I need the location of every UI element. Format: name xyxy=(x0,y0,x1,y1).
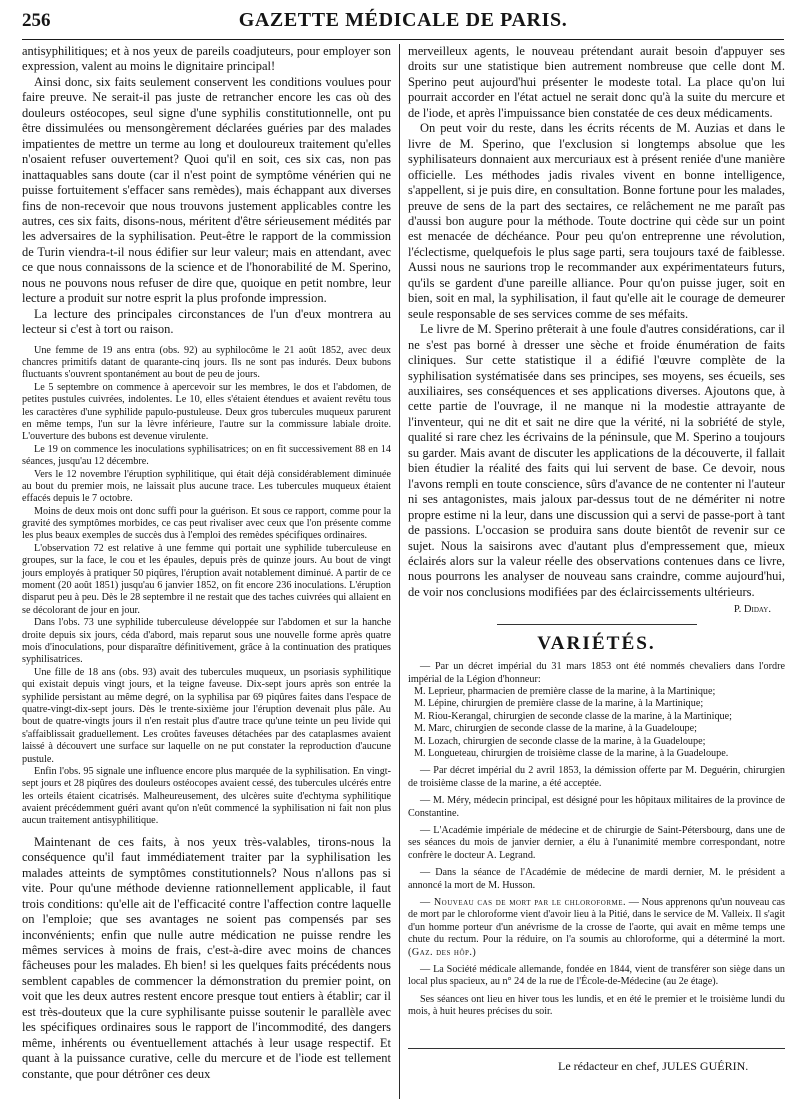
page-number: 256 xyxy=(22,10,51,31)
paragraph: antisyphilitiques; et à nos yeux de pareils coadjuteurs, pour employer son expression, valent au moins le dignitaire principal! xyxy=(22,44,391,74)
case-paragraph: Dans l'obs. 73 une syphilide tuberculeuse développée sur l'abdomen et sur la hanche droite depuis six jours, céda d'abord, mais reparut sous une nouvelle forme après quatre mois d'inoculations, pour disparaître définitivement, grâce à la continuation des pratiques syphilisatrices. xyxy=(22,617,391,666)
case-paragraph: Vers le 12 novembre l'éruption syphilitique, qui était déjà considérablement diminuée au bout du premier mois, ne laissait plus aucune trace. Les tubercules muqueux étaient effacés depuis le 7 octobre. xyxy=(22,468,391,505)
list-item: M. Leprieur, pharmacien de première classe de la marine, à la Martinique; xyxy=(414,686,716,698)
list-item: M. Marc, chirurgien de seconde classe de la marine, à la Guadeloupe; xyxy=(414,723,697,735)
section-title: VARIÉTÉS. xyxy=(537,633,656,655)
case-paragraph: Le 5 septembre on commence à apercevoir sur les membres, le dos et l'abdomen, de petites pustules cuivrées, indolentes. Le 10, elles s'étaient étendues et avaient revêtu tous les caractères d'une syphilide papulo-pustuleuse. Deux gros tubercules muqueux parurent en même temps, l'un sur la lèvre inférieure, l'autre sur la commissure labiale droite. L'ouverture des bubons est devenue virulente. xyxy=(22,381,391,443)
case-paragraph: Enfin l'obs. 95 signale une influence encore plus marquée de la syphilisation. En vingt-sept jours et 28 piqûres des douleurs ostéocopes avaient cessé, des tubercules ulcérés entre les orteils étaient cicatrisés. Malheureusement, des ulcères suite d'echtyma syphilitique avaient précédemment guéri avant qu'on n'eût commencé la syphilisation ni fait non plus aucun traitement antisyphilitique. xyxy=(22,765,391,827)
news-item: — Par un décret impérial du 31 mars 1853 ont été nommés chevaliers dans l'ordre impérial de la Légion d'honneur: xyxy=(408,661,785,685)
case-paragraph: L'observation 72 est relative à une femme qui portait une syphilide tuberculeuse en groupes, sur la face, le cou et les épaules, depuis près de quinze jours. Au bout de vingt jours employés à pratiquer 50 piqûres, l'éruption avait notablement diminué. A partir de ce moment (20 août 1851) jusqu'au 6 janvier 1852, on fit encore 236 inoculations. L'éruption disparut peu à peu. Dès le 28 septembre il ne restait que des taches cuivrées qui allaient en se décolorant de jour en jour. xyxy=(22,542,391,616)
left-column xyxy=(22,44,391,1082)
section-divider xyxy=(497,624,697,625)
list-item: M. Longueteau, chirurgien de troisième classe de la marine, à la Guadeloupe. xyxy=(414,748,729,760)
paragraph: Le livre de M. Sperino prêterait à une foule d'autres considérations, car il ne s'est pas borné à dresser une sèche et froide énumération de faits cliniques. Sur cette statistique il a édifié l'œuvre complète de la syphilisation systématisée dans ses principes, ses moyens, ses écueils, ses auxiliaires, ses conséquences et ses applications diverses. Ajoutons que, à cette partie de l'ouvrage, il ne manque ni la modestie attrayante de l'inventeur, qui ne dit et sait ne dire que la vérité, ni la sobriété de style, qualité si rare chez les écrivains de la péninsule, que M. Sperino a toujours su garder. Mais avant de discuter les applications de la découverte, il fallait bien étudier la réalité des faits qui lui servent de base. Ce devoir, nous l'avons rempli en toute conscience, sûrs d'avance de ne contenter ni l'auteur ni ses antagonistes, mais jaloux par-dessus tout de ne démériter ni notre propre estime ni la leur, dans une discussion qui a servi de passe-port à tant de passions. L'occasion se produira sans doute bientôt de revenir sur ce sujet. Nous la saisirons avec d'autant plus d'empressement que, mieux éclairés alors sur la valeur réelle des observations contenues dans ce livre, nous pourrons les analyser de nouveau sans craindre, comme aujourd'hui, de voir nos conclusions modifiées par des éclaircissements ultérieurs. xyxy=(408,322,785,599)
list-item: M. Lozach, chirurgien de seconde classe de la marine, à la Guadeloupe; xyxy=(414,735,706,747)
paragraph: On peut voir du reste, dans les écrits récents de M. Auzias et dans le livre de M. Sperino, que l'exclusion si longtemps absolue que les syphilisateurs donnaient aux mercuriaux est à présent reniée d'une manière officielle. Les méthodes jadis rivales vivent en bonne intelligence, s'appellent, si je puis dire, en consultation. Bonne fortune pour les malades, preuve de sens de la part des sectaires, ce relâchement ne me paraît pas d'aussi bon augure pour la méthode. Toute doctrine qui cède sur un point est menacée de déchéance. Pour peu qu'on entreprenne une révolution, l'éclectisme, quelquefois le plus sage parti, sera toujours taxé de faiblesse. Aussi nous ne saurions trop le recommander aux expérimentateurs futurs, qu'ils se gardent d'une pareille alliance. Pour qu'on puisse juger, soit en bien, soit en mal, la syphilisation, il faut qu'elle ait le courage de demeurer seule responsable de ses services comme de ses méfaits. xyxy=(408,121,785,321)
news-item-text: — Nous apprenons qu'un nouveau cas de mort par le chloroforme vient d'avoir lieu à la Pitié, dans le service de M. Valleix. Il s'agit d'un homme porteur d'un anévrisme de la crosse de l'aorte, qui avait en même temps une chute du rectum. Pour la réduire, on l'a soumis au chloroforme, qui a déterminé la mort. xyxy=(408,896,786,946)
author-signature: P. Diday. xyxy=(733,604,771,616)
news-item xyxy=(408,897,785,959)
column-divider xyxy=(399,44,400,1099)
footer-rule xyxy=(408,1048,785,1049)
honor-list xyxy=(408,686,785,760)
news-item: Ses séances ont lieu en hiver tous les lundis, et en été le premier et le troisième lundi du mois, à huit heures précises du soir. xyxy=(408,993,785,1018)
editor-credit: Le rédacteur en chef, JULES GUÉRIN. xyxy=(558,1059,749,1074)
header-rule xyxy=(22,39,784,40)
case-paragraph: Une femme de 19 ans entra (obs. 92) au syphilocôme le 21 août 1852, avec deux chancres primitifs datant de quarante-cinq jours. Ils ne sont pas indurés. Deux bubons fluctuants s'ouvrent spontanément au bout de peu de jours. xyxy=(22,344,391,381)
page-header xyxy=(22,8,784,38)
paragraph: Ainsi donc, six faits seulement conservent les conditions voulues pour faire preuve. Ne serait-il pas juste de retrancher encore les cas où des douleurs ostéocopes, seul signe d'une syphilis constitutionnelle, ont pu être dissimulées ou mensongèrement déclarées guéries par des malades impatientes de mettre un terme au long et douloureux traitement qu'elles n'osaient refuser ouvertement? Quoi qu'il en soit, ces six cas, non pas inattaquables sans doute (car il n'est point de symptôme vénérien qui ne puisse fortuitement s'effacer sans remèdes), mais échappant aux diverses fins de non-recevoir que nous trouvons justement applicables contre les autres, ces six faits, disons-nous, méritent d'être sérieusement médités par les adversaires de la syphilisation. Peut-être le rapport de la commission de Turin viendra-t-il nous édifier sur leur valeur; mais en attendant, avec ce que nous connaissons de la science et de l'honorabilité de M. Sperino, nous ne pouvons nous refuser de dire que, quoique en petit nombre, leur lecture a produit sur notre esprit la plus profonde impression. xyxy=(22,74,391,306)
right-column xyxy=(408,44,785,1074)
news-item-heading: — Nouveau cas de mort par le chloroforme. xyxy=(420,896,627,908)
paragraph: La lecture des principales circonstances de l'un d'eux montrera au lecteur si c'est à tort ou raison. xyxy=(22,306,391,337)
news-item: — Par décret impérial du 2 avril 1853, la démission offerte par M. Deguérin, chirurgien de troisième classe de la marine, a été acceptée. xyxy=(408,765,785,789)
news-item: — Dans la séance de l'Académie de médecine de mardi dernier, M. le président a annoncé la mort de M. Husson. xyxy=(408,867,785,891)
case-paragraph: Moins de deux mois ont donc suffi pour la guérison. Et sous ce rapport, comme pour la gravité des symptômes morbides, ce cas peut rivaliser avec ceux que l'on présente comme les plus beaux exemples de succès dus à l'emploi des remèdes spécifiques ordinaires. xyxy=(22,505,391,542)
news-item: — M. Méry, médecin principal, est désigné pour les hôpitaux militaires de la province de Constantine. xyxy=(408,795,785,819)
paragraph: Maintenant de ces faits, à nos yeux très-valables, tirons-nous la conséquence qu'il faut immédiatement traiter par la syphilisation les malades atteints de symptômes constitutionnels? Nous n'allons pas si vite. Pour qu'une méthode devienne rationnellement applicable, il faut trois conditions: qu'elle ait de l'efficacité contre l'affection contre laquelle on l'emploie; que ses avantages ne soient pas compensés par ses inconvénients; enfin que nulle autre médication ne puisse rendre les mêmes services à moins de frais, c'est-à-dire avec moins de chances fâcheuses pour les malades. Eh bien! si les quelques faits précédents nous semblent capables de commencer la démonstration du premier point, on voit que les deux autres restent encore presque tout entiers à établir; car il est très-douteux que la cure syphilisante puisse soutenir le parallèle avec les spécifiques ordinaires sous le rapport de l'incommodité, des dangers même, inhérents ou éventuellement attachés à leur usage respectif. Et quant à la puissance curative, celle du mercure et de l'iode est tellement constante, que pour détrôner ces deux xyxy=(22,834,391,1081)
paragraph: merveilleux agents, le nouveau prétendant aurait besoin d'appuyer ses droits sur une statistique bien autrement nombreuse que celle dont M. Sperino peut aujourd'hui présenter le modeste total. La place qu'on lui pourrait accorder en l'état actuel ne serait donc qu'à la suite du mercure et de l'iode, et après l'impuissance bien constatée de ces deux médicaments. xyxy=(408,44,785,120)
case-paragraph: Le 19 on commence les inoculations syphilisatrices; on en fit successivement 88 en 14 séances, jusqu'au 12 décembre. xyxy=(22,443,391,468)
list-item: M. Lépine, chirurgien de première classe de la marine, à la Martinique; xyxy=(414,698,704,710)
running-title: GAZETTE MÉDICALE DE PARIS. xyxy=(238,9,568,31)
list-item: M. Riou-Kerangal, chirurgien de seconde classe de la marine, à la Martinique; xyxy=(414,710,732,722)
news-item-source: (Gaz. des hôp.) xyxy=(408,946,477,958)
news-item: — La Société médicale allemande, fondée en 1844, vient de transférer son siège dans un local plus spacieux, au n° 24 de la rue de l'École-de-Médecine (au 2e étage). xyxy=(408,963,785,988)
case-paragraph: Une fille de 18 ans (obs. 93) avait des tubercules muqueux, un psoriasis syphilitique qui existait depuis vingt jours, et la teigne faveuse. Dix-sept jours après son entrée la syphilide persistant au même degré, on la syphilisa par 69 piqûres faites dans l'espace de quatre-vingt-dix-sept jours. Dès le trente-sixième jour l'éruption devenait plus pâle. Au bout de quatre-vingts jours il n'en restait plus d'autre trace qu'une teinte un peu livide qui s'affaiblissait graduellement. Les croûtes faveuses détachées par des cataplasmes avaient laissé à découvert une surface sur laquelle on ne put constater la reproduction d'aucune pustule. xyxy=(22,666,391,765)
news-item: — L'Académie impériale de médecine et de chirurgie de Saint-Pétersbourg, dans une de ses séances du mois de janvier dernier, a élu à l'unanimité membre correspondant, notre confrère le docteur A. Legrand. xyxy=(408,825,785,861)
